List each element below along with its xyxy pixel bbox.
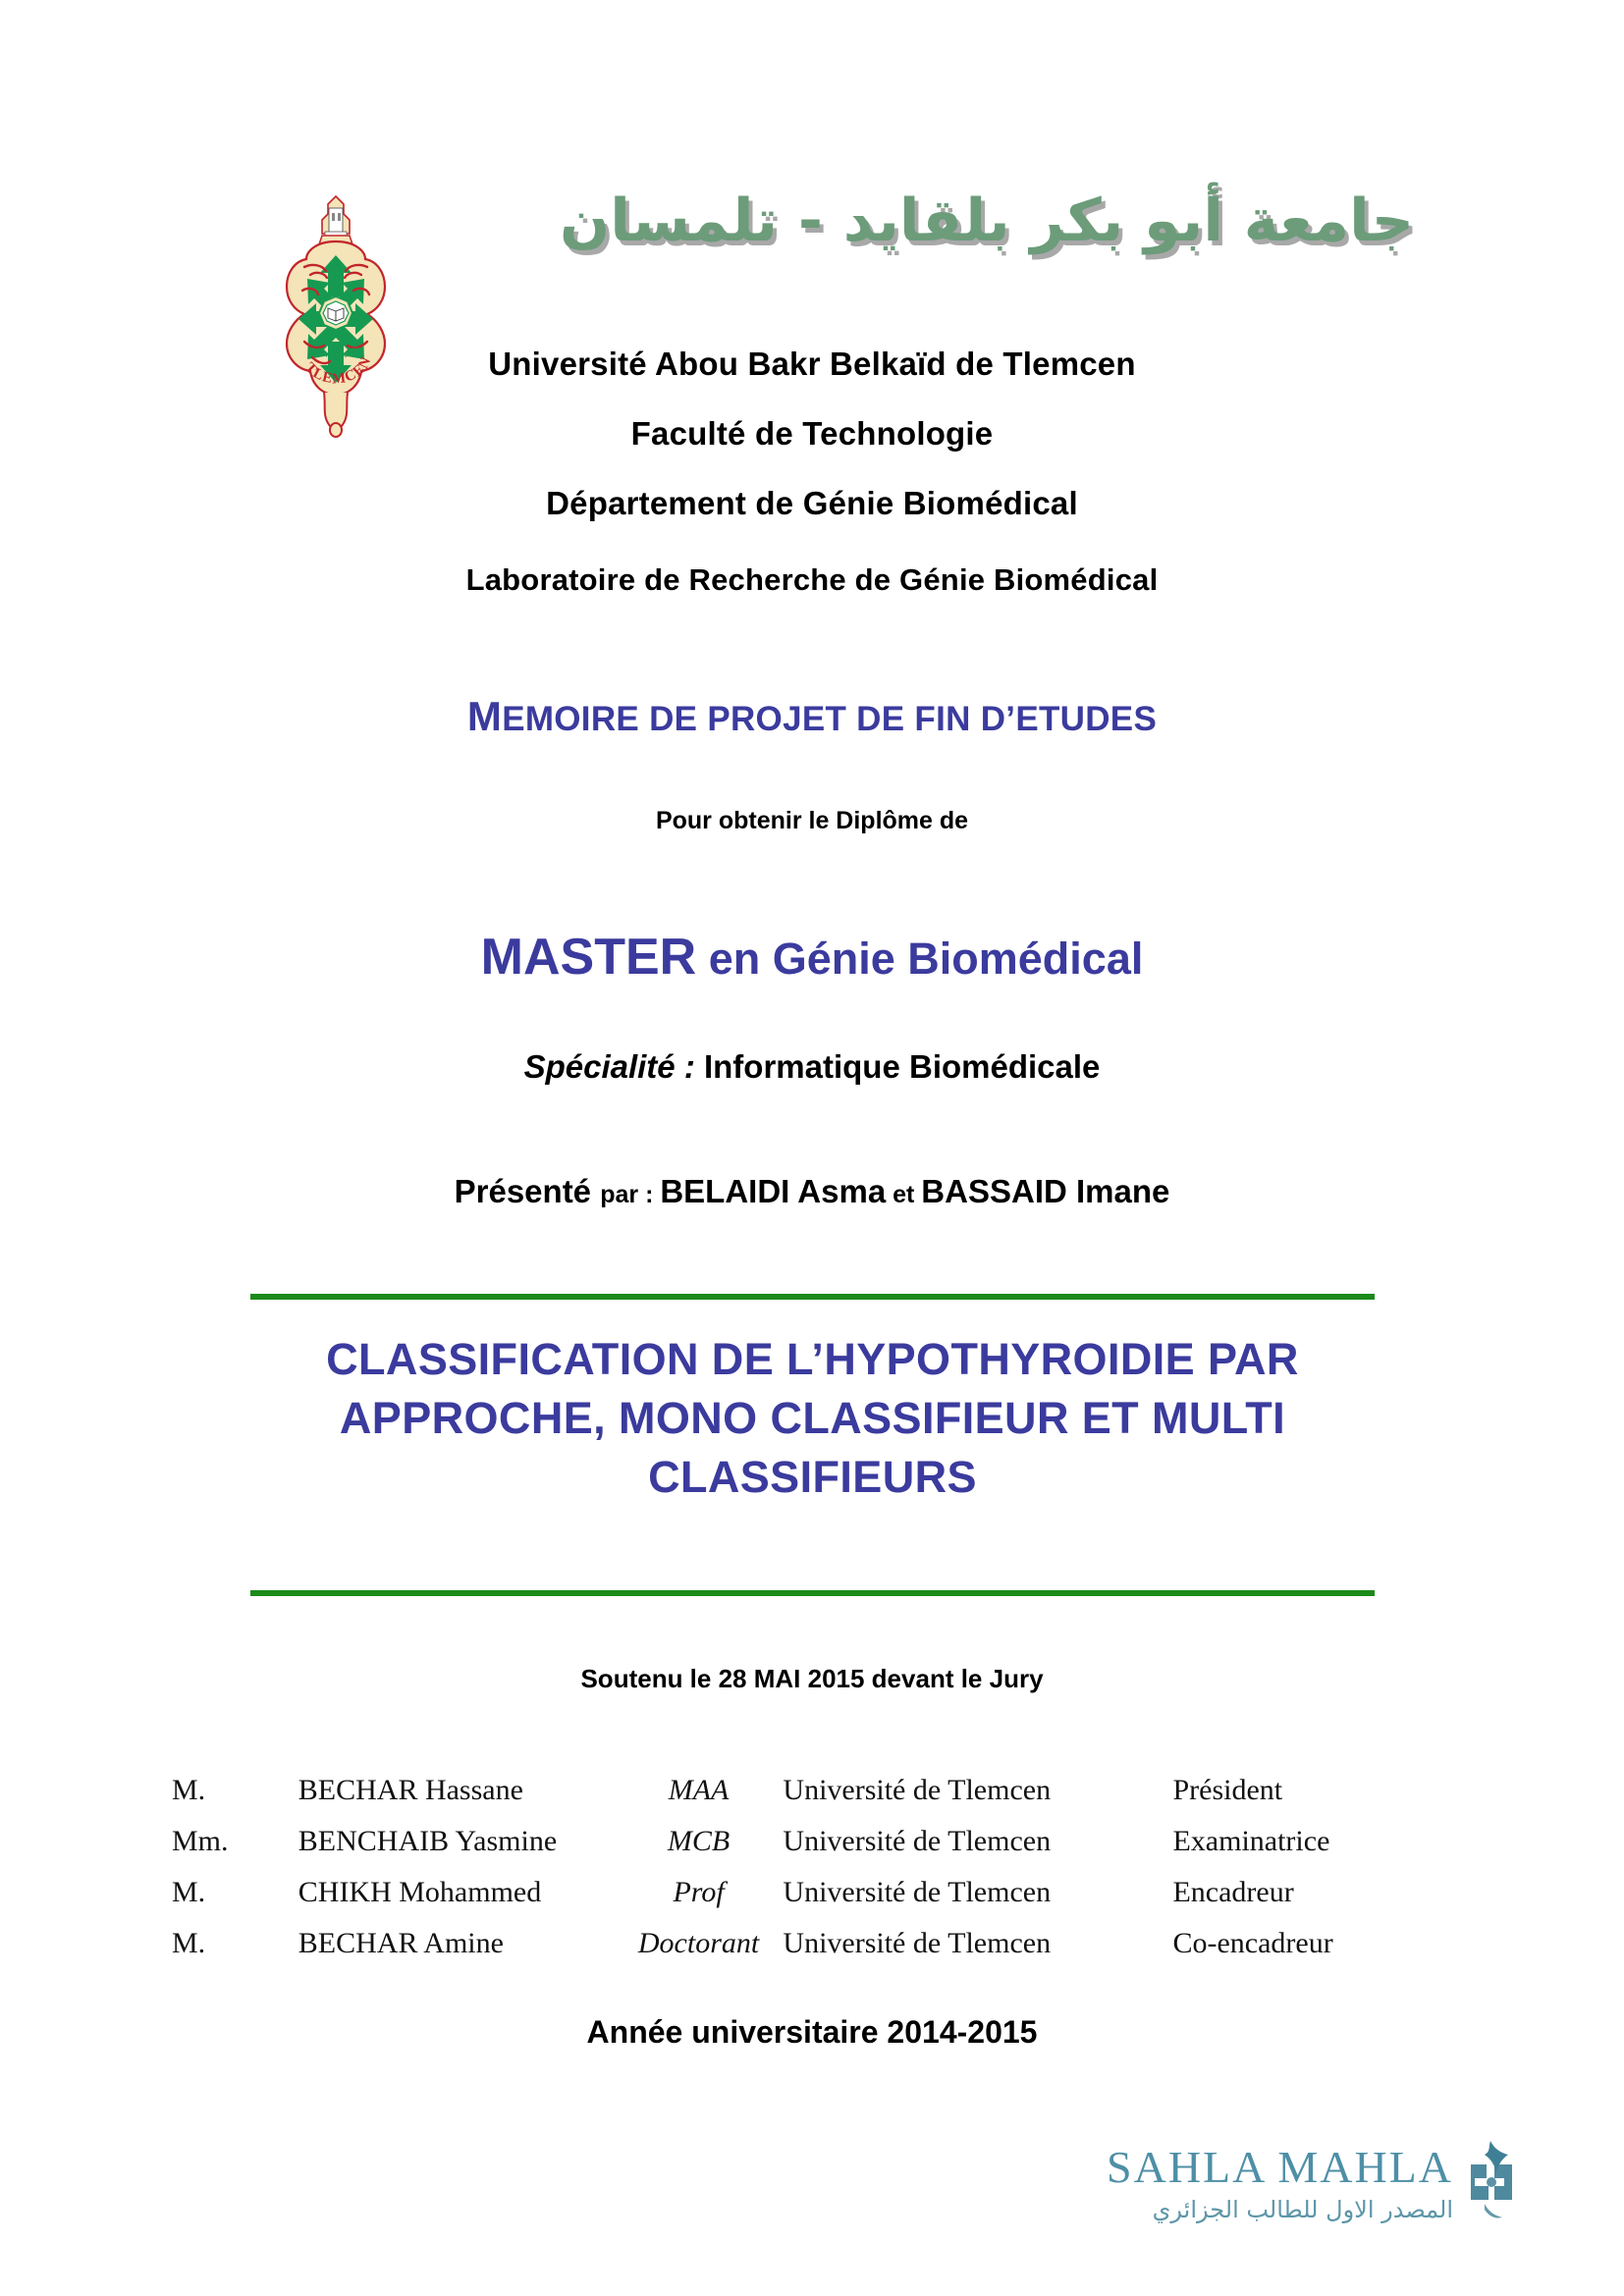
university-logo	[283, 194, 389, 440]
jury-grade: MAA	[668, 1774, 730, 1806]
memoire-drop-cap: M	[466, 693, 503, 739]
authors-line	[0, 1173, 1624, 1210]
jury-row	[172, 1765, 1468, 1816]
jury-grade: MCB	[667, 1825, 731, 1857]
laboratory-name: Laboratoire de Recherche de Génie Biomédical	[465, 562, 1159, 597]
jury-grade: Doctorant	[637, 1927, 760, 1959]
seal-universite-text: UNIVERSITE	[313, 344, 361, 361]
degree-field: en Génie Biomédical	[696, 934, 1144, 984]
jury-role: Examinatrice	[1172, 1825, 1330, 1857]
academic-year: Année universitaire 2014-2015	[586, 2014, 1038, 2050]
jury-institution: Université de Tlemcen	[783, 1927, 1052, 1959]
memoire-heading	[0, 693, 1624, 740]
sahla-mahla-watermark	[1060, 2135, 1522, 2263]
authors-conjunction: et	[886, 1181, 922, 1208]
thesis-title: CLASSIFICATION DE L’HYPOTHYROIDIE PAR APPROCHE, MONO CLASSIFIEUR ET MULTI CLASSIFIEURS	[326, 1334, 1299, 1502]
jury-name: BECHAR Amine	[298, 1927, 504, 1959]
defense-date: Soutenu le 28 MAI 2015 devant le Jury	[580, 1664, 1044, 1693]
presented-label: Présenté	[454, 1173, 601, 1209]
title-rule-bottom	[250, 1590, 1375, 1596]
university-name: Université Abou Bakr Belkaïd de Tlemcen	[488, 346, 1136, 382]
seal-tlemcen-text: TLEMCEN	[301, 353, 375, 388]
jury-row	[172, 1918, 1468, 1969]
speciality-value: Informatique Biomédicale	[703, 1048, 1101, 1085]
department-name: Département de Génie Biomédical	[546, 485, 1078, 521]
jury-civility: Mm.	[172, 1825, 229, 1857]
jury-civility: M.	[172, 1774, 206, 1806]
arabic-university-title: جامعة أبو بكر بلقايد - تلمسان	[560, 187, 1414, 255]
memoire-heading-rest: EMOIRE DE PROJET DE FIN D’ETUDES	[502, 700, 1158, 738]
jury-grade: Prof	[673, 1876, 725, 1908]
jury-row	[172, 1867, 1468, 1918]
title-rule-top	[250, 1294, 1375, 1300]
sahla-mahla-brand: SAHLA MAHLA	[1107, 2142, 1453, 2192]
diploma-intro: Pour obtenir le Diplôme de	[655, 807, 969, 834]
jury-role: Président	[1172, 1774, 1283, 1806]
jury-civility: M.	[172, 1876, 206, 1908]
jury-name: BENCHAIB Yasmine	[298, 1825, 558, 1857]
jury-institution: Université de Tlemcen	[783, 1876, 1052, 1908]
jury-row	[172, 1816, 1468, 1867]
speciality-label: Spécialité :	[523, 1048, 704, 1085]
jury-name: CHIKH Mohammed	[298, 1876, 542, 1908]
jury-role: Co-encadreur	[1172, 1927, 1333, 1959]
degree-line	[0, 928, 1624, 987]
jury-name: BECHAR Hassane	[298, 1774, 523, 1806]
faculty-name: Faculté de Technologie	[630, 415, 994, 452]
jury-role: Encadreur	[1172, 1876, 1294, 1908]
jury-institution: Université de Tlemcen	[783, 1825, 1052, 1857]
speciality-line	[0, 1048, 1624, 1086]
jury-institution: Université de Tlemcen	[783, 1774, 1052, 1806]
author-one: BELAIDI Asma	[660, 1173, 887, 1209]
jury-table	[172, 1765, 1468, 1969]
presented-by-label: par :	[600, 1181, 661, 1208]
author-two: BASSAID Imane	[921, 1173, 1170, 1209]
degree-master-word: MASTER	[480, 929, 697, 986]
sahla-mahla-tagline: المصدر الاول للطالب الجزائري	[1152, 2196, 1453, 2223]
sahla-mahla-monogram-icon	[1461, 2139, 1522, 2221]
jury-civility: M.	[172, 1927, 206, 1959]
